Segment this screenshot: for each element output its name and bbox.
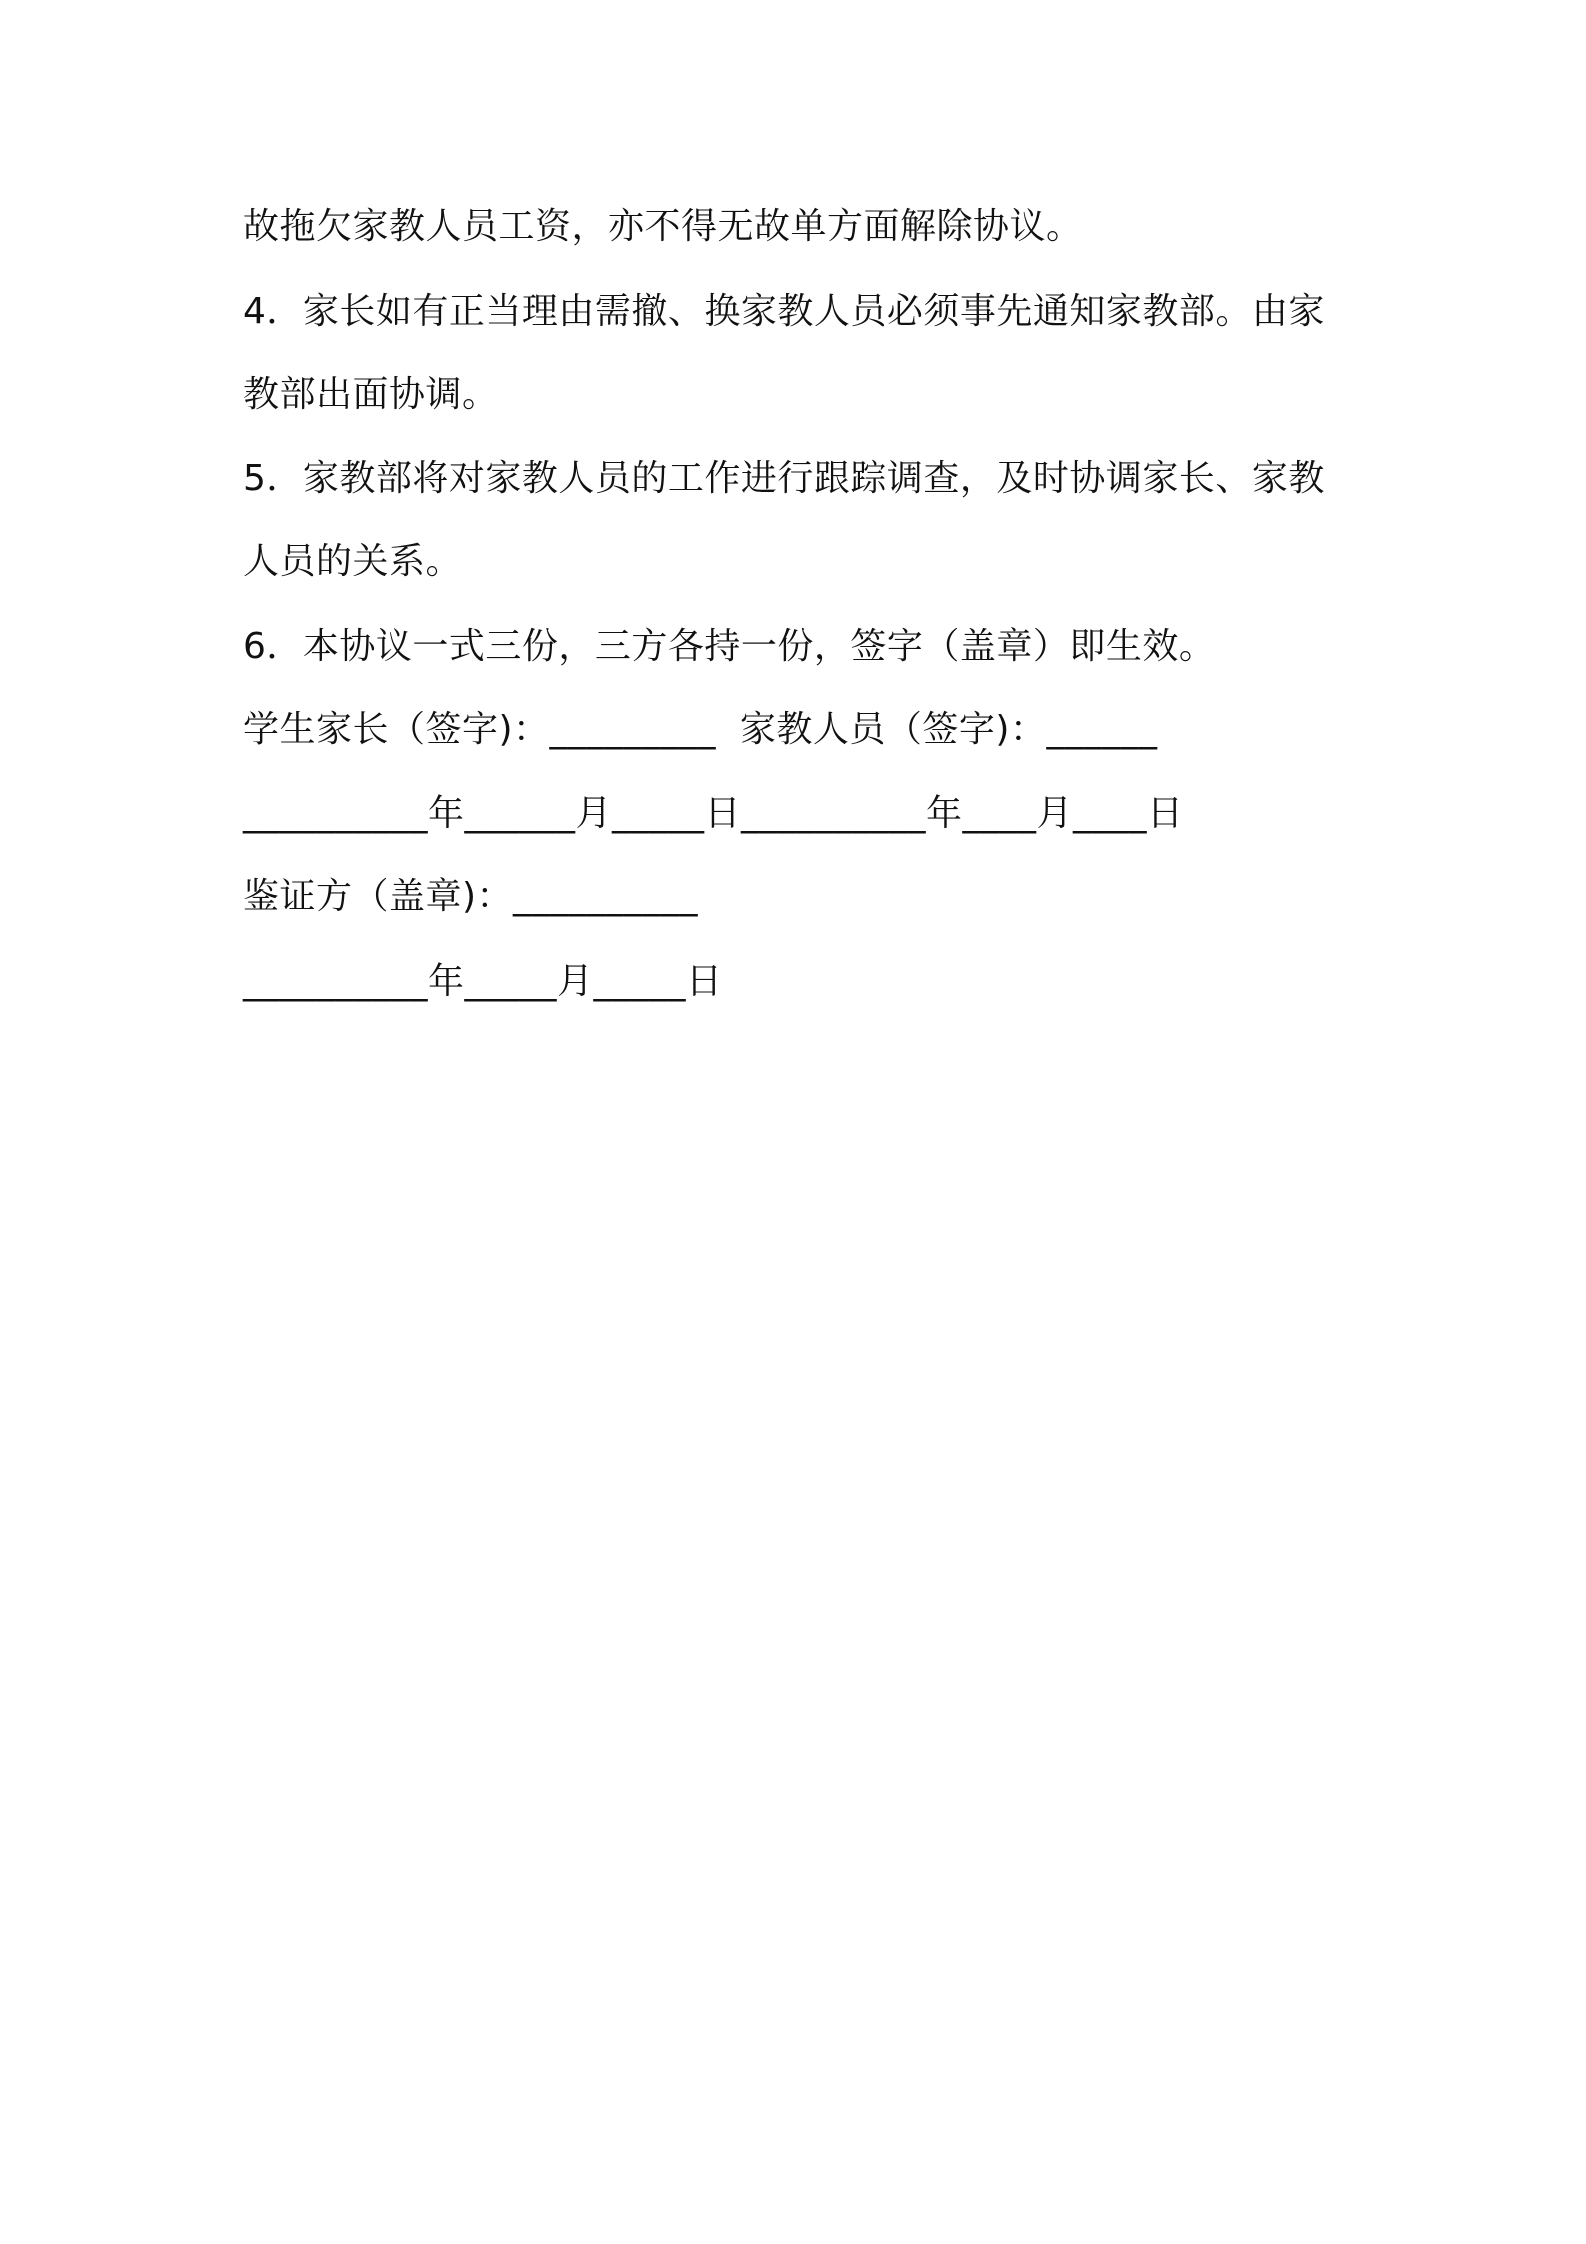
- clause-4-line-1: 4．家长如有正当理由需撤、换家教人员必须事先通知家教部。由家: [243, 291, 1325, 332]
- clause-5-line-1: 5．家教部将对家教人员的工作进行跟踪调查，及时协调家长、家教: [243, 458, 1325, 499]
- clause-3-continuation: 故拖欠家教人员工资，亦不得无故单方面解除协议。: [243, 206, 1083, 247]
- date-line-parent-tutor: __________年______月_____日__________年____月____日: [243, 793, 1184, 834]
- clause-4-line-2: 教部出面协调。: [243, 374, 499, 415]
- date-line-witness: __________年_____月_____日: [243, 961, 723, 1002]
- clause-5-line-2: 人员的关系。: [243, 541, 463, 582]
- signature-line-witness: 鉴证方（盖章)：__________: [243, 876, 699, 917]
- signature-line-parent-tutor: 学生家长（签字)：_________ 家教人员（签字)：______: [243, 709, 1158, 750]
- clause-6: 6．本协议一式三份，三方各持一份，签字（盖章）即生效。: [243, 626, 1216, 667]
